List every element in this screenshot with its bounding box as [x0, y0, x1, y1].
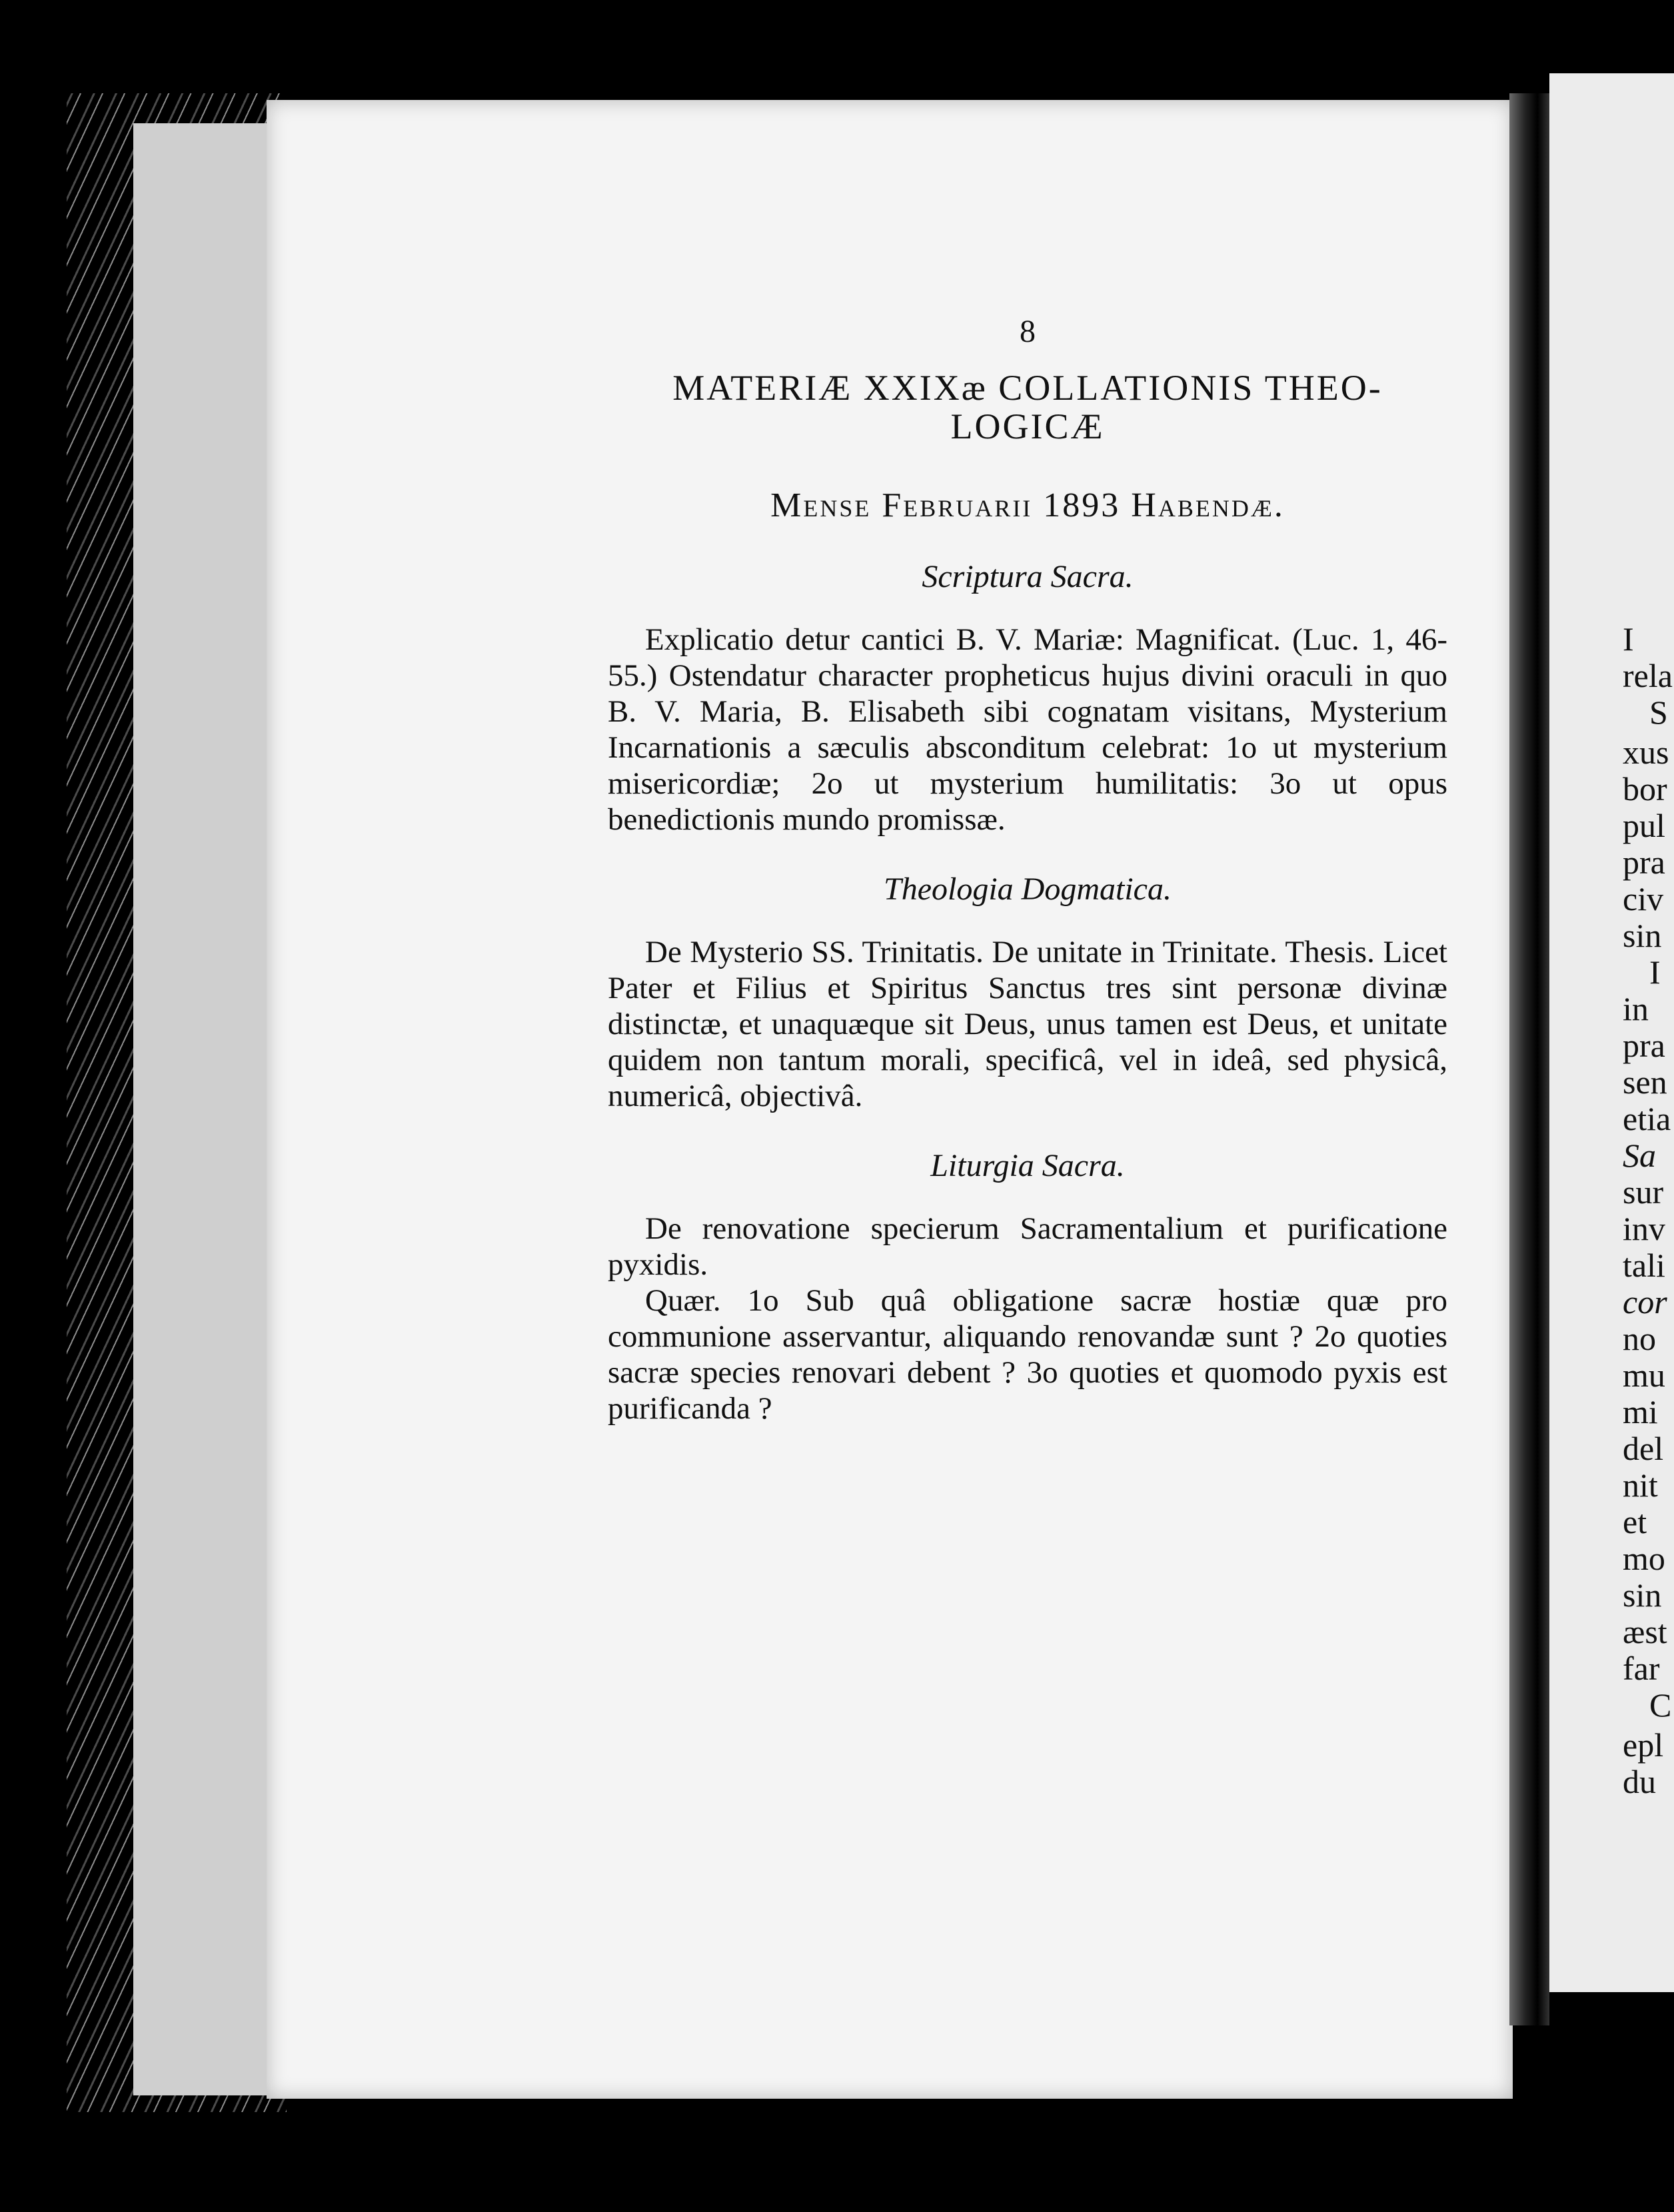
section-heading: Theologia Dogmatica. [884, 871, 1172, 907]
document-title [608, 368, 1447, 446]
title-line-1: MATERIÆ XXIXæ COLLATIONIS THEO- [672, 368, 1383, 408]
page-content [608, 313, 1447, 1426]
facing-page-fragment: et [1623, 1503, 1647, 1540]
section-scriptura [608, 558, 1447, 837]
facing-page-fragment: del [1623, 1430, 1664, 1467]
section-paragraph: De renovatione specierum Sacramentalium et purificatione pyxidis. [608, 1211, 1447, 1282]
facing-page-fragment: no [1623, 1320, 1656, 1357]
book-gutter [1509, 93, 1549, 2025]
facing-page-fragment: civ [1623, 880, 1664, 917]
facing-page-fragment: C [1649, 1686, 1672, 1724]
facing-page-fragment: nit [1623, 1466, 1658, 1504]
facing-page-fragment: I [1623, 620, 1634, 658]
facing-page-fragment: S [1649, 694, 1668, 731]
facing-page-fragment: etia [1623, 1100, 1671, 1137]
facing-page-fragment: mu [1623, 1357, 1665, 1394]
facing-page-fragment: mi [1623, 1393, 1658, 1430]
section-paragraph: Explicatio detur cantici B. V. Mariæ: Magnificat. (Luc. 1, 46-55.) Ostendatur character propheticus hujus divini oraculi in quo B. V. Maria, B. Elisabeth sibi cognatam visitans, Mysterium Incarnationis a sæculis absconditum celebrat: 1o ut mysterium misericordiæ; 2o ut mysterium humilitatis: 3o ut opus benedictionis mundo promissæ. [608, 622, 1447, 837]
section-heading: Liturgia Sacra. [930, 1148, 1125, 1183]
facing-page-fragment: far [1623, 1650, 1660, 1687]
document-subtitle: Mense Februarii 1893 Habendæ. [770, 486, 1285, 524]
facing-page-fragment: bor [1623, 770, 1667, 808]
facing-page-fragment: sen [1623, 1063, 1667, 1101]
facing-page-fragment: cor [1623, 1283, 1667, 1321]
facing-page-fragment: pul [1623, 807, 1665, 844]
facing-page-fragment: inv [1623, 1210, 1665, 1247]
facing-page-fragment: sin [1623, 917, 1662, 954]
facing-page-fragment: rela [1623, 657, 1673, 694]
facing-page-fragment: Sa [1623, 1137, 1656, 1174]
flyleaf [133, 123, 280, 2095]
title-line-2: LOGICÆ [950, 406, 1105, 446]
section-theologia [608, 871, 1447, 1114]
facing-page-fragment: mo [1623, 1540, 1665, 1577]
facing-page-fragment: in [1623, 990, 1649, 1027]
facing-page-fragment: du [1623, 1763, 1656, 1800]
section-heading: Scriptura Sacra. [922, 559, 1134, 594]
facing-page-fragment: pra [1623, 843, 1665, 881]
facing-page-fragment: xus [1623, 734, 1669, 771]
page-number: 8 [1020, 314, 1036, 349]
facing-page-fragment: tali [1623, 1247, 1665, 1284]
section-liturgia [608, 1147, 1447, 1426]
facing-page-fragment: I [1649, 953, 1661, 991]
facing-page-edge [1549, 73, 1674, 1992]
facing-page-fragment: sur [1623, 1173, 1664, 1211]
facing-page-fragment: sin [1623, 1576, 1662, 1614]
section-paragraph: Quær. 1o Sub quâ obligatione sacræ hostiæ quæ pro communione asservantur, aliquando renovandæ sunt ? 2o quoties sacræ species renovari debent ? 3o quoties et quomodo pyxis est purificanda ? [608, 1283, 1447, 1426]
facing-page-fragment: pra [1623, 1027, 1665, 1064]
facing-page-fragment: epl [1623, 1726, 1664, 1764]
section-paragraph: De Mysterio SS. Trinitatis. De unitate in Trinitate. Thesis. Licet Pater et Filius et Spiritus Sanctus tres sint personæ divinæ distinctæ, et unaquæque sit Deus, unus tamen est Deus, et unitate quidem non tantum morali, specificâ, vel in ideâ, sed physicâ, numericâ, objectivâ. [608, 935, 1447, 1113]
facing-page-fragment: æst [1623, 1613, 1667, 1650]
